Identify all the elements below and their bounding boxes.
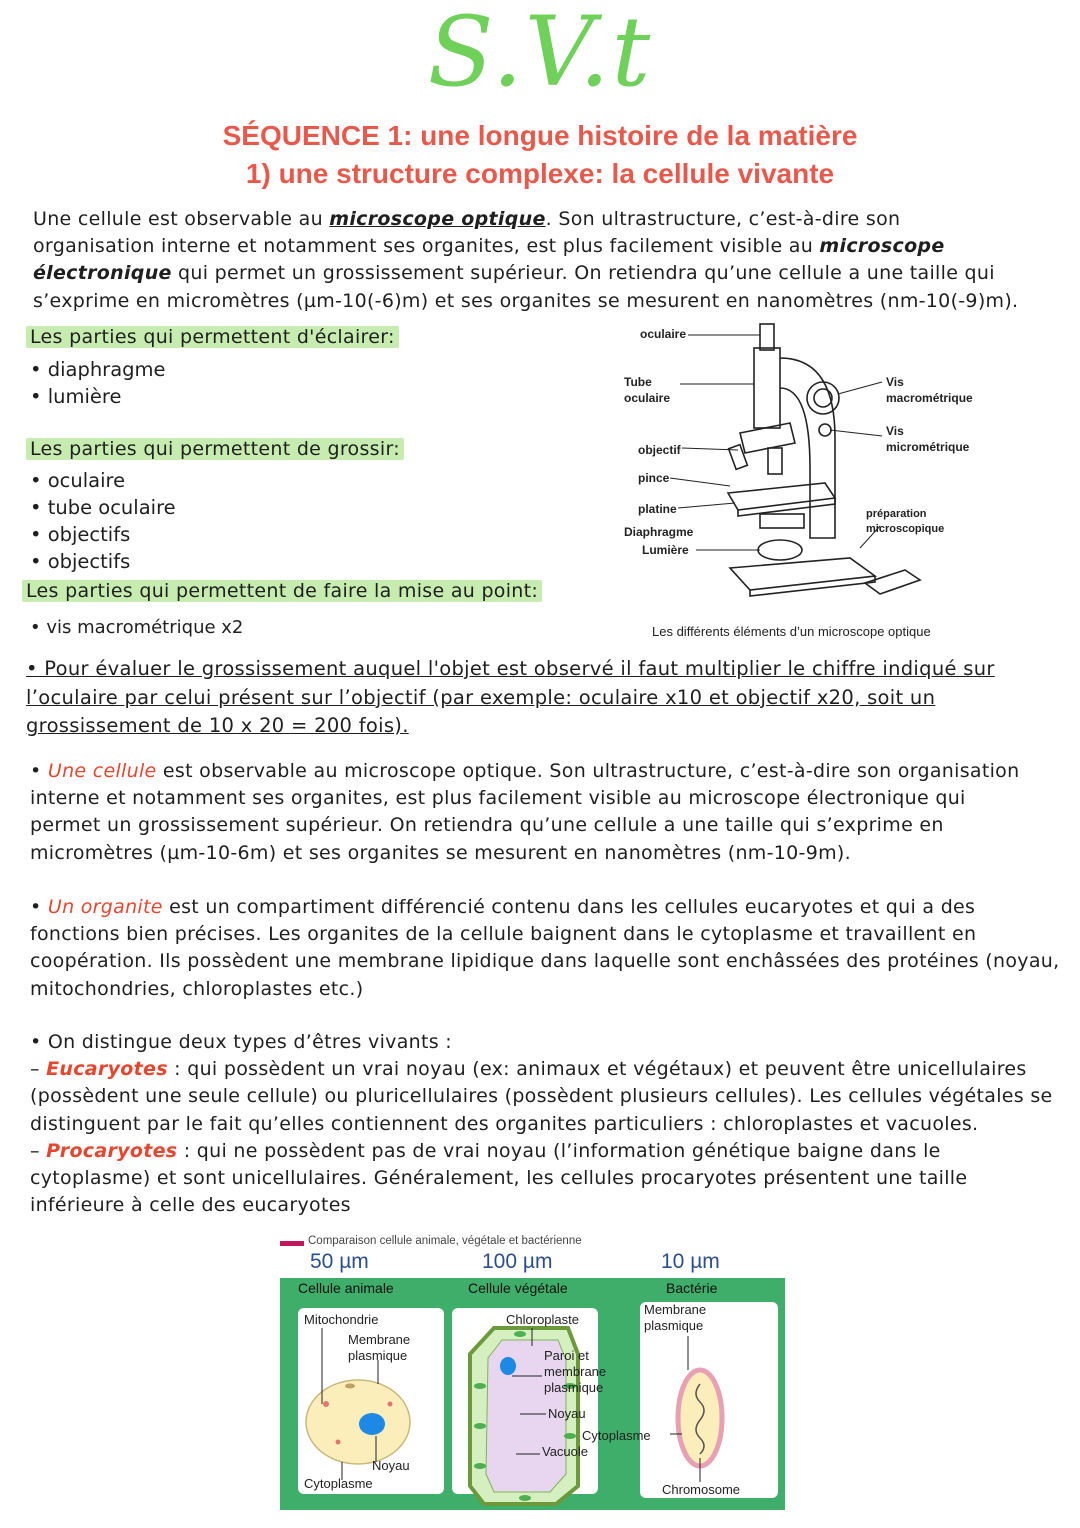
label-paroi-3: plasmique <box>544 1380 604 1395</box>
list-item: • diaphragme <box>30 358 166 381</box>
label-vegetal-cytoplasme: Cytoplasme <box>582 1428 651 1443</box>
types-paragraph <box>30 1029 1060 1219</box>
label-vis-macro: Vis <box>886 375 904 389</box>
intro-text-1: Une cellule est observable au <box>33 208 330 230</box>
label-tube: Tube <box>624 375 652 389</box>
animal-nucleus-shape <box>359 1413 385 1435</box>
procaryotes-item: – Procaryotes : qui ne possèdent pas de vrai noyau (l’information génétique baigne dans le cytoplasme) et sont unicellulaires. Généralement, les cellules procaryotes présentent une taille inférieure à celle des eucaryotes <box>30 1139 968 1217</box>
logo: S.V.t <box>427 0 653 108</box>
term-procaryotes: Procaryotes <box>46 1139 178 1162</box>
condenser-shape <box>760 514 804 528</box>
label-vis-macro-2: macrométrique <box>886 391 973 405</box>
list-item: • objectifs <box>30 550 131 573</box>
intro-text-2: . Son ultrastructure, c’est-à-dire son organisation interne et notamment ses organites, est plus facilement visible au <box>33 208 901 258</box>
vegetal-name: Cellule végétale <box>468 1280 568 1296</box>
eyepiece-shape <box>760 324 774 350</box>
label-animal-membrane-2: plasmique <box>348 1348 408 1363</box>
list-item: • oculaire <box>30 469 126 492</box>
label-oculaire: oculaire <box>640 327 687 341</box>
label-vis-micro: Vis <box>886 424 904 438</box>
tube-shape <box>754 348 780 428</box>
section-heading: Les parties qui permettent de grossir: <box>26 438 404 460</box>
list-item: • objectifs <box>30 523 131 546</box>
microscope-caption: Les différents éléments d’un microscope optique <box>652 624 931 639</box>
term-cellule: Une cellule <box>47 760 157 782</box>
label-chloroplaste: Chloroplaste <box>506 1312 579 1327</box>
label-animal-membrane: Membrane <box>348 1332 411 1347</box>
term-organite: Un organite <box>47 896 163 918</box>
intro-text-3: qui permet un grossissement supérieur. On retiendra qu’une cellule a une taille qui s’exprime en micromètres (µm-10(-6)m) et ses organites se mesurent en nanomètres (nm-10(-9)m). <box>33 262 1019 312</box>
types-intro: • On distingue deux types d’êtres vivants : <box>30 1031 452 1053</box>
label-diaphragme: Diaphragme <box>624 525 694 539</box>
label-bacterie-membrane-2: plasmique <box>644 1318 704 1333</box>
fine-knob-shape <box>819 424 831 436</box>
bacterie-name: Bactérie <box>666 1280 718 1296</box>
label-vacuole: Vacuole <box>542 1444 589 1459</box>
animal-size: 50 µm <box>310 1250 369 1273</box>
section-eclairer <box>26 326 399 348</box>
bacterie-size: 10 µm <box>661 1250 720 1273</box>
label-chromosome: Chromosome <box>662 1482 741 1497</box>
grossissement-paragraph: • Pour évaluer le grossissement auquel l'objet est observé il faut multiplier le chiffre indiqué sur l’oculaire par celui présent sur l’objectif (par exemple: oculaire x10 et objectif x20, soit un grossissement de 10 x 20 = 200 fois). <box>26 657 995 737</box>
light-shape <box>758 540 802 560</box>
section-heading: Les parties qui permettent d'éclairer: <box>26 326 399 348</box>
animal-name: Cellule animale <box>298 1280 394 1296</box>
intro-paragraph <box>33 206 1023 315</box>
cell-comparison-figure <box>280 1236 785 1510</box>
section-mise-au-point <box>22 580 542 602</box>
label-animal-cytoplasme: Cytoplasme <box>304 1476 373 1491</box>
section-grossir <box>26 438 404 460</box>
cellule-paragraph: • Une cellule est observable au microscope optique. Son ultrastructure, c’est-à-dire son organisation interne et notamment ses organites, est plus facilement visible au microscope électronique qui permet un grossissement supérieur. On retiendra qu’une cellule a une taille qui s’exprime en micromètres (µm-10-6m) et ses organites se mesurent en nanomètres (nm-10-9m). <box>30 760 1020 864</box>
intro-term-microscope-electronique: microscope électronique <box>33 235 945 285</box>
cell-illustrations <box>280 1236 785 1510</box>
label-platine: platine <box>638 502 677 516</box>
label-paroi: Paroi et <box>544 1348 589 1363</box>
label-vegetal-noyau: Noyau <box>548 1406 586 1421</box>
label-pince: pince <box>638 471 670 485</box>
label-objectif: objectif <box>638 443 681 457</box>
label-mitochondrie: Mitochondrie <box>304 1312 379 1327</box>
label-preparation: préparation <box>866 508 927 520</box>
vegetal-size: 100 µm <box>482 1250 553 1273</box>
plant-nucleus-shape <box>500 1357 516 1375</box>
list-grossir <box>30 467 176 575</box>
microscope-illustration <box>620 318 1040 618</box>
term-eucaryotes: Eucaryotes <box>46 1058 168 1081</box>
list-eclairer <box>30 356 166 410</box>
eucaryotes-item: – Eucaryotes : qui possèdent un vrai noyau (ex: animaux et végétaux) et peuvent être unicellulaires (possèdent une seule cellule) ou pluricellulaires (possèdent plusieurs cellules). Les cellules végétales se distinguent par le fait qu’elles contiennent des organites particuliers : chloroplastes et vacuoles. <box>30 1058 1053 1135</box>
label-tube-2: oculaire <box>624 391 671 405</box>
intro-term-microscope-optique: microscope optique <box>329 208 546 230</box>
section-heading: Les parties qui permettent de faire la mise au point: <box>22 580 542 602</box>
label-bacterie-membrane: Membrane <box>644 1302 707 1317</box>
microscope-figure <box>620 318 1040 618</box>
page-title: SÉQUENCE 1: une longue histoire de la matière <box>222 120 858 151</box>
organite-paragraph: • Un organite est un compartiment différencié contenu dans les cellules eucaryotes et qui a des fonctions bien précises. Les organites de la cellule baignent dans le cytoplasme et travaillent en coopération. Ils possèdent une membrane lipidique dans laquelle sont enchâssées des protéines (noyau, mitochondries, chloroplastes etc.) <box>30 896 1060 1000</box>
list-item: • lumière <box>30 385 122 408</box>
page-subtitle: 1) une structure complexe: la cellule vivante <box>245 158 835 189</box>
list-mise-au-point <box>30 614 243 641</box>
label-vis-micro-2: micrométrique <box>886 440 970 454</box>
label-animal-noyau: Noyau <box>372 1458 410 1473</box>
coarse-knob-shape <box>807 382 839 414</box>
arm-shape <box>780 358 835 538</box>
label-preparation-2: microscopique <box>866 523 945 535</box>
label-paroi-2: membrane <box>544 1364 607 1379</box>
list-item: • vis macrométrique x2 <box>30 617 244 638</box>
list-item: • tube oculaire <box>30 496 176 519</box>
figure-title: Comparaison cellule animale, végétale et bactérienne <box>308 1235 582 1247</box>
label-lumiere: Lumière <box>642 543 689 557</box>
